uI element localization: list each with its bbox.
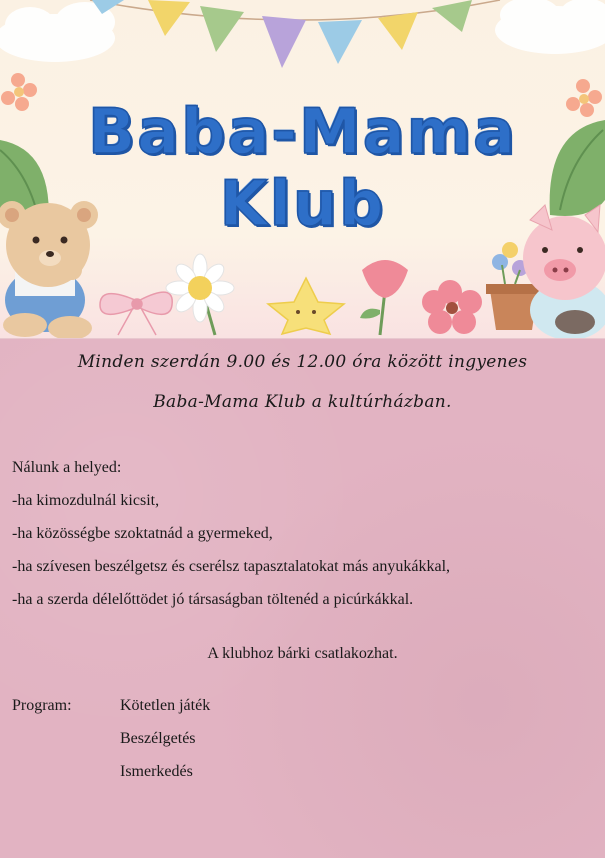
- program-label: Program:: [12, 697, 72, 714]
- pink-flower-icon: [422, 280, 482, 334]
- title-line-1: Baba-Mama: [87, 95, 518, 168]
- program-item: Kötetlen játék: [120, 697, 211, 714]
- reason-item: -ha közösségbe szoktatnád a gyermeked,: [12, 525, 273, 542]
- program-item: Beszélgetés: [120, 730, 196, 747]
- title-line-2: Klub: [219, 167, 386, 240]
- tulip-icon: [360, 260, 408, 335]
- reason-item: -ha a szerda délelőttödet jó társaságban töltenéd a picúrkákkal.: [12, 591, 414, 608]
- reason-item: -ha szívesen beszélgetsz és cserélsz tapasztalatokat más anyukákkal,: [12, 558, 451, 575]
- program-item: Ismerkedés: [120, 763, 193, 780]
- cloud-left-icon: [0, 2, 115, 62]
- ribbon-bow-icon: [100, 292, 172, 335]
- cloud-right-icon: [495, 0, 605, 54]
- intro-line-1: Minden szerdán 9.00 és 12.00 óra között ingyenes: [77, 352, 528, 372]
- header-banner: [0, 0, 605, 338]
- reason-item: -ha kimozdulnál kicsit,: [12, 492, 160, 509]
- star-icon: [268, 278, 344, 334]
- intro-line-2: Baba-Mama Klub a kultúrházban.: [153, 392, 452, 412]
- invite-text: A klubhoz bárki csatlakozhat.: [207, 645, 398, 662]
- daisy-icon: [166, 254, 234, 335]
- reasons-heading: Nálunk a helyed:: [12, 459, 122, 476]
